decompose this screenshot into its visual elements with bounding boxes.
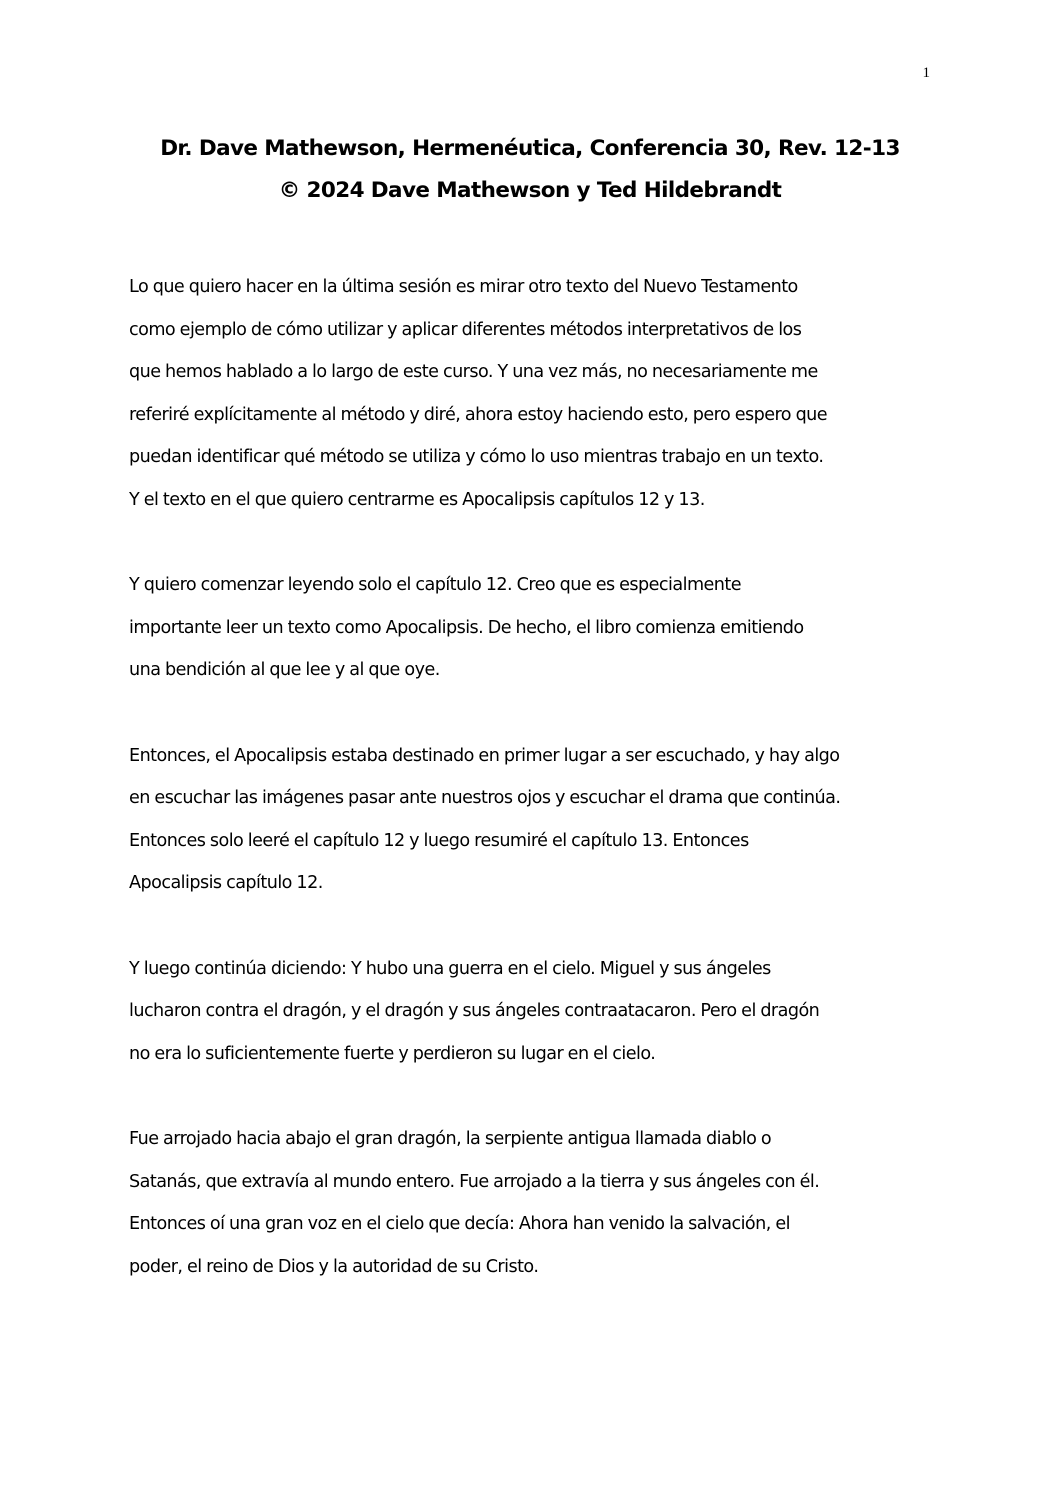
title-line-2: © 2024 Dave Mathewson y Ted Hildebrandt	[278, 178, 782, 203]
paragraph-line: Y quiero comenzar leyendo solo el capítulo 12. Creo que es especialmente	[129, 575, 742, 595]
paragraph-line: no era lo suficientemente fuerte y perdieron su lugar en el cielo.	[129, 1043, 656, 1064]
document-body	[129, 266, 929, 1331]
paragraph-line: en escuchar las imágenes pasar ante nuestros ojos y escuchar el drama que continúa.	[129, 788, 841, 808]
paragraph-line: como ejemplo de cómo utilizar y aplicar diferentes métodos interpretativos de los	[129, 319, 802, 340]
paragraph-line: Satanás, que extravía al mundo entero. Fue arrojado a la tierra y sus ángeles con él.	[129, 1171, 820, 1192]
paragraph-line: importante leer un texto como Apocalipsis. De hecho, el libro comienza emitiendo	[129, 617, 804, 638]
title-line-1: Dr. Dave Mathewson, Hermenéutica, Conferencia 30, Rev. 12-13	[160, 136, 900, 161]
paragraph-line: Entonces oí una gran voz en el cielo que decía: Ahora han venido la salvación, el	[129, 1214, 790, 1234]
paragraph-line: Entonces solo leeré el capítulo 12 y luego resumiré el capítulo 13. Entonces	[129, 830, 749, 851]
paragraph-1	[129, 266, 929, 521]
page-number: 1	[922, 65, 930, 81]
paragraph-line: Fue arrojado hacia abajo el gran dragón, la serpiente antigua llamada diablo o	[129, 1129, 772, 1149]
paragraph-line: Lo que quiero hacer en la última sesión es mirar otro texto del Nuevo Testamento	[129, 277, 798, 297]
paragraph-3	[129, 735, 929, 905]
paragraph-line: Entonces, el Apocalipsis estaba destinado en primer lugar a ser escuchado, y hay algo	[129, 745, 840, 766]
paragraph-line: Apocalipsis capítulo 12.	[129, 873, 323, 893]
paragraph-line: lucharon contra el dragón, y el dragón y sus ángeles contraatacaron. Pero el dragón	[129, 1001, 820, 1021]
paragraph-line: una bendición al que lee y al que oye.	[129, 660, 440, 680]
paragraph-line: Y el texto en el que quiero centrarme es Apocalipsis capítulos 12 y 13.	[129, 489, 705, 510]
paragraph-line: que hemos hablado a lo largo de este curso. Y una vez más, no necesariamente me	[129, 362, 818, 382]
paragraph-5	[129, 1118, 929, 1288]
paragraph-2	[129, 564, 929, 692]
paragraph-line: poder, el reino de Dios y la autoridad de su Cristo.	[129, 1256, 539, 1277]
paragraph-line: Y luego continúa diciendo: Y hubo una guerra en el cielo. Miguel y sus ángeles	[129, 958, 771, 979]
paragraph-line: referiré explícitamente al método y diré, ahora estoy haciendo esto, pero espero que	[129, 404, 828, 425]
paragraph-line: puedan identificar qué método se utiliza y cómo lo uso mientras trabajo en un texto.	[129, 447, 824, 467]
document-title	[120, 128, 940, 212]
paragraph-4	[129, 948, 929, 1076]
